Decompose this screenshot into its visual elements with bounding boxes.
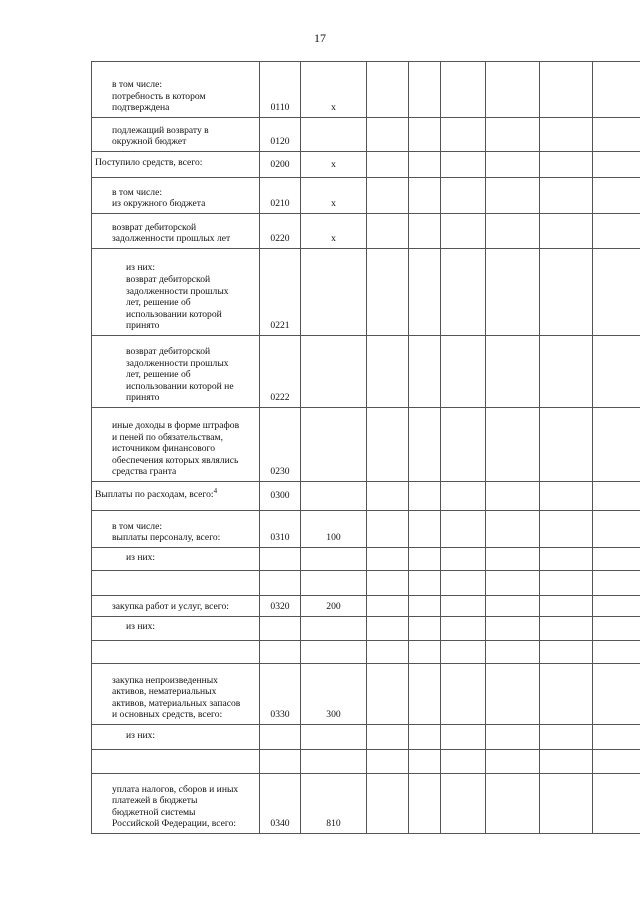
empty-value-cell [441, 548, 486, 571]
empty-value-cell [409, 617, 441, 641]
row-kbk-cell [301, 336, 367, 408]
row-kbk-cell [301, 641, 367, 664]
row-kbk-cell [301, 408, 367, 482]
row-code-cell [260, 750, 301, 774]
empty-value-cell [593, 152, 640, 178]
row-label: Поступило средств, всего: [95, 157, 203, 169]
empty-value-cell [441, 617, 486, 641]
row-kbk-cell [301, 725, 367, 750]
empty-value-cell [593, 617, 640, 641]
empty-value-cell [367, 62, 409, 118]
row-label-cell [92, 408, 260, 482]
empty-value-cell [486, 482, 540, 511]
row-label: закупка непроизведенных активов, нематериальных активов, материальных запасов и основных средств, всего: [112, 674, 241, 721]
row-kbk-cell: х [301, 178, 367, 214]
row-label-cell [92, 336, 260, 408]
empty-value-cell [409, 750, 441, 774]
row-code-cell: 0120 [260, 118, 301, 152]
row-kbk-cell [301, 617, 367, 641]
row-label: в том числе: из окружного бюджета [112, 186, 206, 210]
empty-value-cell [409, 408, 441, 482]
empty-value-cell [593, 774, 640, 834]
empty-value-cell [486, 336, 540, 408]
empty-value-cell [486, 641, 540, 664]
row-code-cell: 0200 [260, 152, 301, 178]
empty-value-cell [593, 511, 640, 548]
empty-value-cell [540, 118, 593, 152]
empty-value-cell [540, 178, 593, 214]
empty-value-cell [593, 641, 640, 664]
row-code-cell [260, 571, 301, 596]
row-kbk-cell [301, 750, 367, 774]
empty-value-cell [367, 750, 409, 774]
empty-value-cell [367, 664, 409, 725]
empty-value-cell [441, 408, 486, 482]
empty-value-cell [540, 596, 593, 617]
empty-value-cell [409, 511, 441, 548]
empty-value-cell [593, 336, 640, 408]
row-code-cell: 0310 [260, 511, 301, 548]
table-row [92, 596, 640, 617]
empty-value-cell [540, 664, 593, 725]
empty-value-cell [367, 596, 409, 617]
empty-value-cell [486, 152, 540, 178]
row-kbk-cell: х [301, 152, 367, 178]
empty-value-cell [593, 214, 640, 249]
empty-value-cell [409, 774, 441, 834]
empty-value-cell [367, 178, 409, 214]
table-row [92, 178, 640, 214]
empty-value-cell [593, 118, 640, 152]
table-row [92, 152, 640, 178]
empty-value-cell [593, 482, 640, 511]
empty-value-cell [593, 249, 640, 336]
empty-value-cell [441, 214, 486, 249]
empty-value-cell [409, 596, 441, 617]
row-code-cell [260, 641, 301, 664]
empty-value-cell [367, 249, 409, 336]
empty-value-cell [367, 725, 409, 750]
empty-value-cell [486, 249, 540, 336]
row-kbk-cell [301, 482, 367, 511]
row-label-cell [92, 152, 260, 178]
row-label-cell [92, 750, 260, 774]
row-label: Выплаты по расходам, всего: [95, 488, 214, 500]
empty-value-cell [441, 336, 486, 408]
row-code-cell: 0210 [260, 178, 301, 214]
table-row [92, 511, 640, 548]
table-row [92, 617, 640, 641]
row-label-cell [92, 548, 260, 571]
empty-value-cell [486, 750, 540, 774]
row-kbk-cell [301, 571, 367, 596]
page-number: 17 [314, 31, 326, 45]
empty-value-cell [486, 408, 540, 482]
row-code-cell [260, 725, 301, 750]
row-code-cell: 0221 [260, 249, 301, 336]
row-code-cell: 0220 [260, 214, 301, 249]
empty-value-cell [486, 571, 540, 596]
empty-value-cell [486, 617, 540, 641]
empty-value-cell [409, 62, 441, 118]
empty-value-cell [441, 664, 486, 725]
empty-value-cell [409, 152, 441, 178]
empty-value-cell [593, 548, 640, 571]
empty-value-cell [367, 336, 409, 408]
row-label: в том числе: потребность в котором подтверждена [112, 79, 206, 114]
empty-value-cell [486, 596, 540, 617]
row-label: иные доходы в форме штрафов и пеней по обязательствам, источником финансового обеспечения которых являлись средства гранта [112, 420, 240, 478]
row-label: подлежащий возврату в окружной бюджет [112, 124, 209, 148]
empty-value-cell [409, 664, 441, 725]
table-row [92, 214, 640, 249]
empty-value-cell [441, 641, 486, 664]
empty-value-cell [486, 664, 540, 725]
table-row [92, 641, 640, 664]
empty-value-cell [486, 774, 540, 834]
table-row [92, 664, 640, 725]
row-kbk-cell: 810 [301, 774, 367, 834]
table-row [92, 482, 640, 511]
empty-value-cell [409, 482, 441, 511]
empty-value-cell [540, 336, 593, 408]
row-kbk-cell: х [301, 214, 367, 249]
empty-value-cell [441, 152, 486, 178]
empty-value-cell [409, 571, 441, 596]
empty-value-cell [486, 548, 540, 571]
empty-value-cell [593, 596, 640, 617]
row-label: уплата налогов, сборов и иных платежей в бюджеты бюджетной системы Российской Федерации, всего: [112, 783, 239, 830]
empty-value-cell [593, 664, 640, 725]
table-row [92, 118, 640, 152]
empty-value-cell [367, 214, 409, 249]
empty-value-cell [593, 750, 640, 774]
row-code-cell: 0110 [260, 62, 301, 118]
empty-value-cell [441, 774, 486, 834]
row-code-cell [260, 548, 301, 571]
row-label: в том числе: выплаты персоналу, всего: [112, 520, 221, 544]
empty-value-cell [540, 617, 593, 641]
empty-value-cell [486, 725, 540, 750]
empty-value-cell [540, 774, 593, 834]
row-code-cell: 0320 [260, 596, 301, 617]
row-code-cell: 0230 [260, 408, 301, 482]
empty-value-cell [367, 641, 409, 664]
row-kbk-cell: х [301, 62, 367, 118]
empty-value-cell [441, 249, 486, 336]
row-label-cell [92, 596, 260, 617]
table-row [92, 774, 640, 834]
row-label: из них: возврат дебиторской задолженности прошлых лет, решение об использовании которой принято [126, 262, 229, 332]
row-label-cell [92, 641, 260, 664]
empty-value-cell [540, 511, 593, 548]
row-label-cell [92, 664, 260, 725]
empty-value-cell [367, 118, 409, 152]
empty-value-cell [441, 725, 486, 750]
empty-value-cell [367, 482, 409, 511]
empty-value-cell [441, 178, 486, 214]
empty-value-cell [540, 249, 593, 336]
table-row [92, 249, 640, 336]
empty-value-cell [593, 571, 640, 596]
row-code-cell: 0340 [260, 774, 301, 834]
table-row [92, 336, 640, 408]
empty-value-cell [409, 214, 441, 249]
row-code-cell: 0300 [260, 482, 301, 511]
empty-value-cell [441, 750, 486, 774]
table-row [92, 750, 640, 774]
row-label-cell [92, 118, 260, 152]
empty-value-cell [409, 336, 441, 408]
row-label-wrap [95, 486, 255, 501]
table-row [92, 725, 640, 750]
empty-value-cell [593, 725, 640, 750]
row-label: из них: [126, 551, 156, 563]
empty-value-cell [486, 214, 540, 249]
empty-value-cell [367, 617, 409, 641]
empty-value-cell [367, 408, 409, 482]
row-label: возврат дебиторской задолженности прошлых лет [112, 221, 231, 245]
empty-value-cell [540, 725, 593, 750]
empty-value-cell [441, 571, 486, 596]
report-table-body [92, 62, 640, 834]
empty-value-cell [540, 152, 593, 178]
empty-value-cell [540, 641, 593, 664]
empty-value-cell [540, 482, 593, 511]
empty-value-cell [409, 641, 441, 664]
empty-value-cell [540, 214, 593, 249]
empty-value-cell [441, 482, 486, 511]
empty-value-cell [367, 152, 409, 178]
row-kbk-cell: 200 [301, 596, 367, 617]
empty-value-cell [441, 62, 486, 118]
empty-value-cell [367, 571, 409, 596]
row-label: возврат дебиторской задолженности прошлых лет, решение об использовании которой не принято [126, 346, 234, 404]
row-label-cell [92, 511, 260, 548]
row-label-cell [92, 725, 260, 750]
empty-value-cell [367, 511, 409, 548]
empty-value-cell [409, 249, 441, 336]
row-code-cell: 0330 [260, 664, 301, 725]
table-row [92, 408, 640, 482]
footnote-marker: 4 [213, 486, 218, 495]
row-kbk-cell [301, 548, 367, 571]
row-label-cell [92, 571, 260, 596]
table-row [92, 62, 640, 118]
row-label-cell [92, 62, 260, 118]
table-row [92, 571, 640, 596]
empty-value-cell [409, 178, 441, 214]
row-label-cell [92, 617, 260, 641]
empty-value-cell [409, 725, 441, 750]
empty-value-cell [486, 62, 540, 118]
row-kbk-cell [301, 118, 367, 152]
empty-value-cell [409, 548, 441, 571]
empty-value-cell [540, 548, 593, 571]
row-code-cell [260, 617, 301, 641]
row-label: закупка работ и услуг, всего: [112, 601, 229, 613]
empty-value-cell [486, 178, 540, 214]
empty-value-cell [540, 62, 593, 118]
row-kbk-cell: 100 [301, 511, 367, 548]
empty-value-cell [441, 511, 486, 548]
row-kbk-cell [301, 249, 367, 336]
table-row [92, 548, 640, 571]
row-code-cell: 0222 [260, 336, 301, 408]
empty-value-cell [367, 774, 409, 834]
row-kbk-cell: 300 [301, 664, 367, 725]
empty-value-cell [409, 118, 441, 152]
empty-value-cell [593, 178, 640, 214]
empty-value-cell [540, 408, 593, 482]
row-label-cell [92, 214, 260, 249]
empty-value-cell [441, 118, 486, 152]
row-label-cell [92, 249, 260, 336]
row-label: из них: [126, 621, 156, 633]
row-label-cell [92, 774, 260, 834]
empty-value-cell [367, 548, 409, 571]
empty-value-cell [486, 511, 540, 548]
row-label-cell [92, 178, 260, 214]
row-label-cell [92, 482, 260, 511]
empty-value-cell [540, 750, 593, 774]
empty-value-cell [540, 571, 593, 596]
financial-report-table [91, 61, 640, 834]
empty-value-cell [593, 408, 640, 482]
empty-value-cell [486, 118, 540, 152]
empty-value-cell [441, 596, 486, 617]
empty-value-cell [593, 62, 640, 118]
row-label: из них: [126, 729, 156, 741]
